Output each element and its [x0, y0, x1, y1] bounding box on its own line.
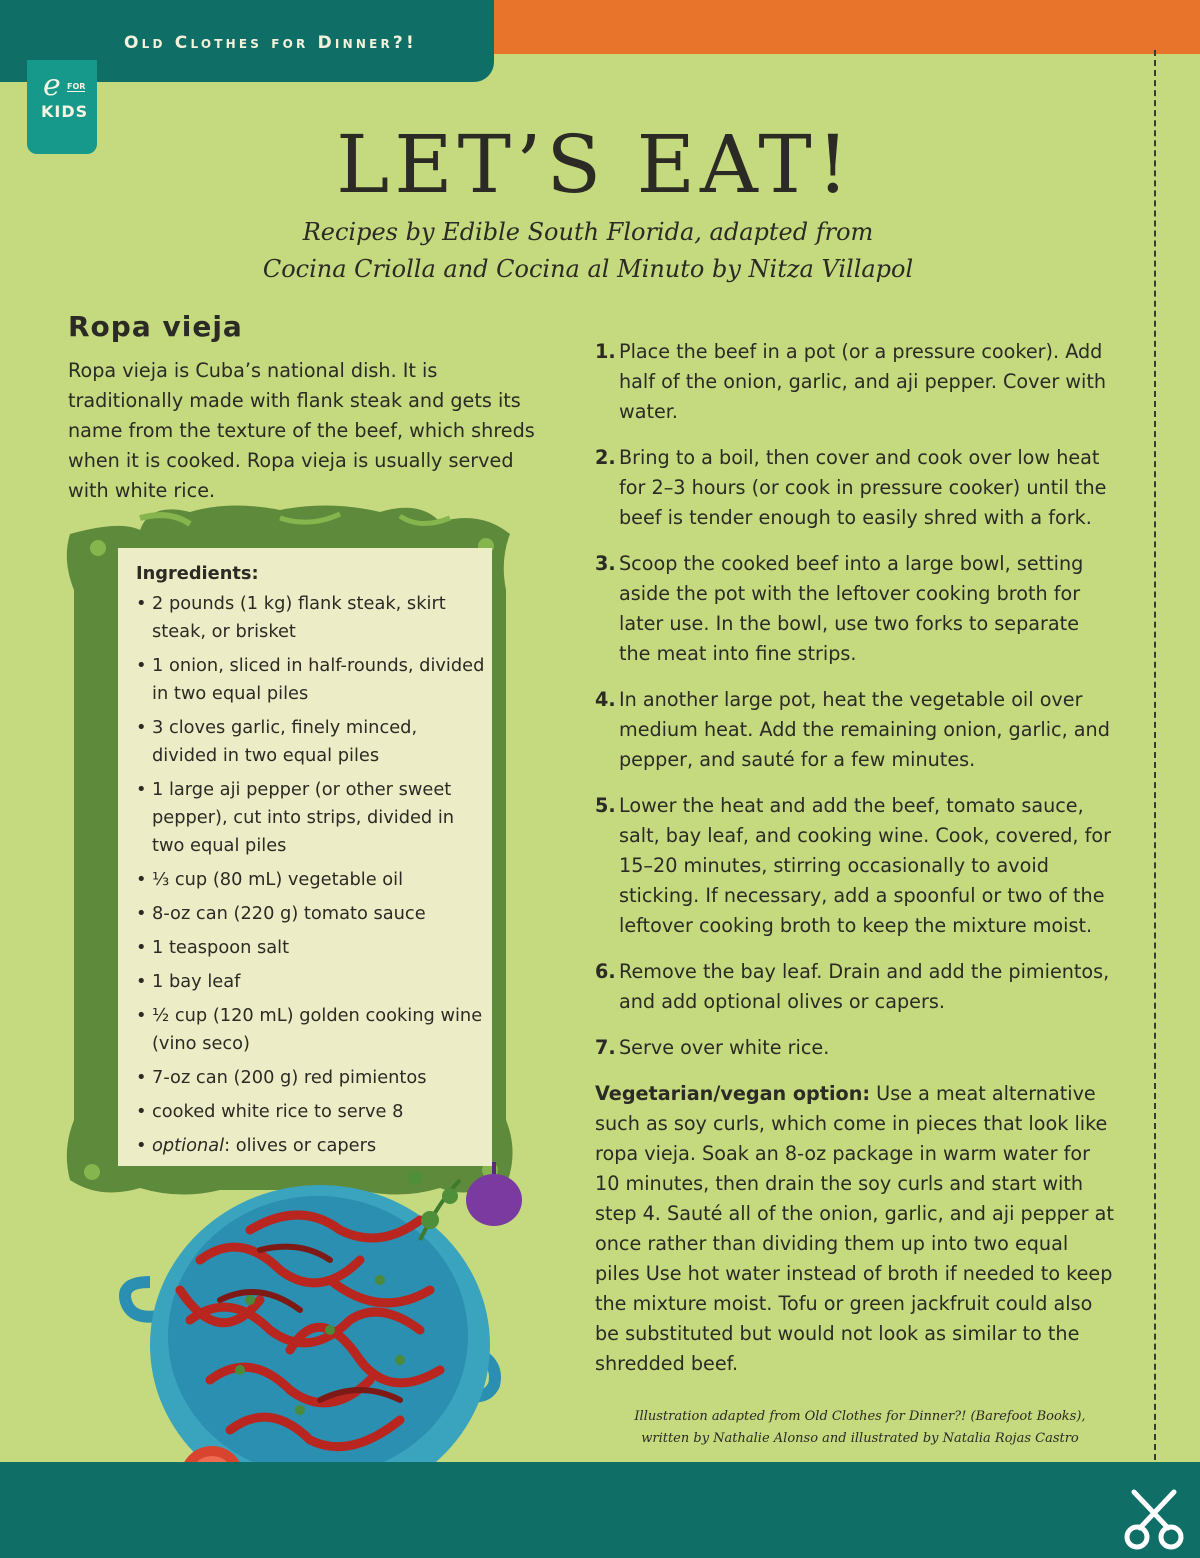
vegan-option: [595, 1079, 1115, 1379]
ingredient-item: • 2 pounds (1 kg) flank steak, skirt steak, or brisket: [136, 590, 486, 646]
step-text: Scoop the cooked beef into a large bowl, setting aside the pot with the leftover cooking broth for later use. In the bowl, use two forks to separate the meat into fine strips.: [619, 552, 1084, 665]
ingredient-item: • ⅓ cup (80 mL) vegetable oil: [136, 866, 486, 894]
step-text: Lower the heat and add the beef, tomato sauce, salt, bay leaf, and cooking wine. Cook, covered, for 15–20 minutes, stirring occasionally to avoid sticking. If necessary, add a spoonful or two of the leftover cooking broth to keep the mixture moist.: [619, 794, 1112, 937]
ingredient-item: • 1 large aji pepper (or other sweet pepper), cut into strips, divided in two equal piles: [136, 776, 486, 860]
ingredient-item: • 7-oz can (200 g) red pimientos: [136, 1064, 486, 1092]
ropa-vieja-illustration: [0, 0, 560, 1558]
ingredient-item: • 1 teaspoon salt: [136, 934, 486, 962]
step-text: Serve over white rice.: [619, 1036, 830, 1059]
badge-for: FOR: [67, 82, 86, 91]
step-item: [595, 685, 1115, 775]
header-orange-bar: [480, 0, 1200, 54]
step-text: Bring to a boil, then cover and cook over low heat for 2–3 hours (or cook in pressure cooker) until the beef is tender enough to easily shred with a fork.: [619, 446, 1107, 529]
step-text: Remove the bay leaf. Drain and add the pimientos, and add optional olives or capers.: [619, 960, 1110, 1013]
recipe-steps: [595, 337, 1115, 1379]
step-item: [595, 549, 1115, 669]
vegan-label: Vegetarian/vegan option:: [595, 1082, 871, 1105]
ingredient-item: • 1 onion, sliced in half-rounds, divided in two equal piles: [136, 652, 486, 708]
step-item: [595, 1033, 1115, 1063]
ingredient-item: • 8-oz can (220 g) tomato sauce: [136, 900, 486, 928]
section-title: Old Clothes for Dinner?!: [124, 33, 417, 53]
ingredient-item: • cooked white rice to serve 8: [136, 1098, 486, 1126]
subtitle-line-1: Recipes by Edible South Florida, adapted from: [302, 218, 874, 246]
step-text: In another large pot, heat the vegetable oil over medium heat. Add the remaining onion, garlic, and pepper, and sauté for a few minutes.: [619, 688, 1110, 771]
step-number: 3.: [595, 552, 616, 575]
ingredient-item: • 3 cloves garlic, finely minced, divided in two equal piles: [136, 714, 486, 770]
ingredient-item: • 1 bay leaf: [136, 968, 486, 996]
step-item: [595, 337, 1115, 427]
page-title: LET’S EAT!: [336, 118, 854, 211]
optional-label: optional: [152, 1135, 225, 1156]
step-number: 2.: [595, 446, 616, 469]
badge-kids: KIDS: [41, 102, 89, 121]
step-item: [595, 957, 1115, 1017]
credit-line-2: written by Nathalie Alonso and illustrated by Natalia Rojas Castro: [641, 1431, 1079, 1446]
credit-line-1: Illustration adapted from Old Clothes for Dinner?! (Barefoot Books),: [634, 1409, 1086, 1424]
optional-text: : olives or capers: [224, 1135, 377, 1156]
step-number: 5.: [595, 794, 616, 817]
step-number: 4.: [595, 688, 616, 711]
step-item: [595, 443, 1115, 533]
ingredient-item: • ½ cup (120 mL) golden cooking wine (vino seco): [136, 1002, 486, 1058]
badge-e: e: [43, 68, 61, 103]
ingredients-heading: Ingredients:: [136, 563, 259, 584]
recipe-intro: Ropa vieja is Cuba’s national dish. It is traditionally made with flank steak and gets its name from the texture of the beef, which shreds when it is cooked. Ropa vieja is usually served with white rice.: [68, 359, 535, 502]
subtitle-line-2: Cocina Criolla and Cocina al Minuto by Nitza Villapol: [262, 255, 914, 283]
recipe-title: Ropa vieja: [68, 310, 243, 343]
illustration-credit: [580, 1406, 1140, 1450]
footer-bar: [0, 1462, 1200, 1558]
step-number: 1.: [595, 340, 616, 363]
vegan-text: Use a meat alternative such as soy curls, which come in pieces that look like ropa vieja. Soak an 8-oz package in warm water for 10 minutes, then drain the soy curls and start with step 4. Sauté all of the onion, garlic, and aji pepper at once rather than dividing them up into two equal piles Use hot water instead of broth if needed to keep the mixture moist. Tofu or green jackfruit could also be substituted but would not look as similar to the shredded beef.: [595, 1082, 1114, 1375]
scissors-icon: [1124, 1488, 1184, 1550]
step-number: 7.: [595, 1036, 616, 1059]
step-number: 6.: [595, 960, 616, 983]
step-item: [595, 791, 1115, 941]
step-text: Place the beef in a pot (or a pressure cooker). Add half of the onion, garlic, and aji pepper. Cover with water.: [619, 340, 1107, 423]
